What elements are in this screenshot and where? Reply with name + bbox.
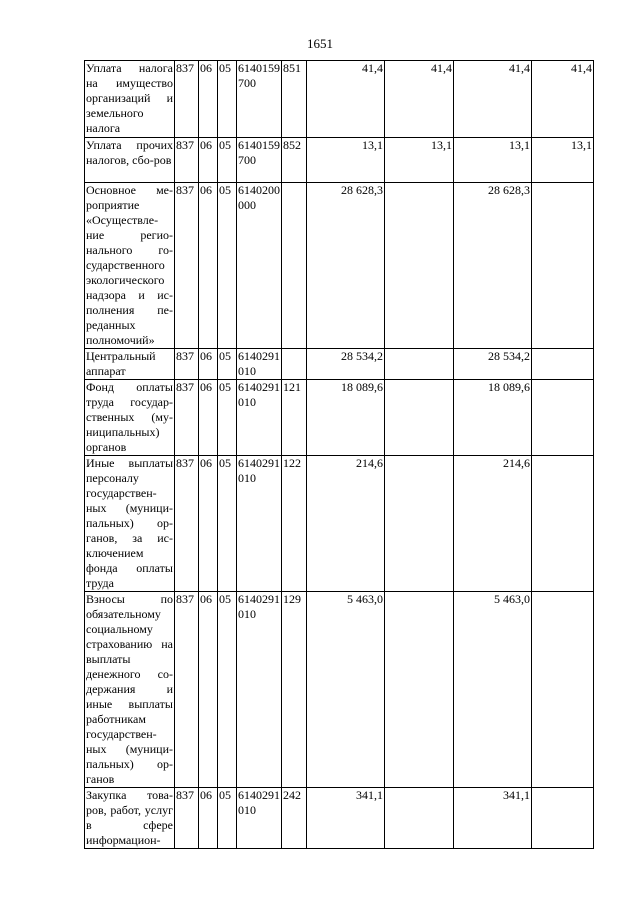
section-code-cell: 06 [199, 349, 218, 380]
amount-cell-2: 13,1 [385, 138, 454, 183]
amount-cell-1: 28 534,2 [307, 349, 385, 380]
expense-type-cell [282, 183, 307, 349]
expense-type-cell: 851 [282, 61, 307, 138]
amount-cell-3: 13,1 [454, 138, 532, 183]
amount-cell-2 [385, 456, 454, 592]
table-row [85, 183, 594, 349]
amount-cell-2 [385, 788, 454, 849]
row-name-cell: Фонд оплаты труда государ-ственных (му-ниципальных) органов [86, 380, 173, 454]
subsection-code-cell: 05 [218, 61, 237, 138]
subsection-code-cell: 05 [218, 183, 237, 349]
section-code-cell: 06 [199, 788, 218, 849]
row-name-cell: Взносы по обязательному социальному страхованию на выплаты денежного со-держания и иные выплаты работникам государствен-ных (муници-пальных) ор-ганов [86, 592, 173, 786]
section-code-cell: 06 [199, 380, 218, 456]
amount-cell-3: 41,4 [454, 61, 532, 138]
target-article-cell: 6140291010 [237, 456, 282, 592]
budget-table-body [85, 61, 594, 849]
expense-type-cell [282, 349, 307, 380]
row-name-cell: Иные выплаты персоналу государствен-ных (муници-пальных) ор-ганов, за ис-ключением фонда оплаты труда [86, 456, 173, 590]
table-row [85, 456, 594, 592]
amount-cell-4 [532, 456, 594, 592]
amount-cell-2 [385, 183, 454, 349]
target-article-cell: 6140291010 [238, 349, 280, 378]
subsection-code-cell: 05 [218, 349, 237, 380]
amount-cell-1: 341,1 [307, 788, 385, 849]
section-code-cell: 06 [199, 183, 218, 349]
target-article-cell: 6140291010 [237, 788, 282, 849]
ministry-code-cell: 837 [175, 788, 199, 849]
row-name-cell: Центральный аппарат [85, 349, 175, 380]
expense-type-cell: 129 [282, 592, 307, 788]
target-article-cell: 6140159700 [237, 138, 282, 183]
amount-cell-4: 41,4 [532, 61, 594, 138]
amount-cell-3: 18 089,6 [454, 380, 532, 456]
amount-cell-3: 341,1 [454, 788, 532, 849]
budget-table [84, 60, 594, 849]
expense-type-cell: 852 [282, 138, 307, 183]
row-name-cell: Основное ме-роприятие «Осуществле-ние регио-нального го-сударственного экологического надзора и ис-полнения пе-реданных полномочий» [86, 183, 173, 347]
section-code-cell: 06 [199, 456, 218, 592]
subsection-code-cell: 05 [218, 456, 237, 592]
amount-cell-3: 28 534,2 [454, 349, 532, 380]
ministry-code-cell: 837 [175, 456, 199, 592]
amount-cell-1: 13,1 [307, 138, 385, 183]
amount-cell-2: 41,4 [385, 61, 454, 138]
subsection-code-cell: 05 [218, 380, 237, 456]
table-row [85, 592, 594, 788]
row-name-cell: Закупка това-ров, работ, услуг в сфере информацион- [86, 788, 173, 847]
amount-cell-4 [532, 183, 594, 349]
target-article-cell: 6140159700 [237, 61, 282, 138]
amount-cell-4 [532, 592, 594, 788]
ministry-code-cell: 837 [175, 183, 199, 349]
amount-cell-3: 28 628,3 [454, 183, 532, 349]
amount-cell-1: 5 463,0 [307, 592, 385, 788]
table-row [85, 349, 594, 380]
ministry-code-cell: 837 [175, 61, 199, 138]
expense-type-cell: 122 [282, 456, 307, 592]
section-code-cell: 06 [199, 138, 218, 183]
expense-type-cell: 242 [282, 788, 307, 849]
amount-cell-1: 18 089,6 [307, 380, 385, 456]
amount-cell-3: 214,6 [454, 456, 532, 592]
page-number: 1651 [307, 36, 333, 51]
target-article-cell: 6140291010 [237, 380, 282, 456]
table-row [85, 61, 594, 138]
amount-cell-1: 41,4 [307, 61, 385, 138]
amount-cell-2 [385, 380, 454, 456]
section-code-cell: 06 [199, 61, 218, 138]
amount-cell-4: 13,1 [532, 138, 594, 183]
table-row [85, 138, 594, 183]
row-name-cell: Уплата прочих налогов, сбо-ров [85, 138, 175, 183]
amount-cell-3: 5 463,0 [454, 592, 532, 788]
amount-cell-1: 28 628,3 [307, 183, 385, 349]
subsection-code-cell: 05 [218, 788, 237, 849]
amount-cell-1: 214,6 [307, 456, 385, 592]
amount-cell-2 [385, 349, 454, 380]
expense-type-cell: 121 [282, 380, 307, 456]
target-article-cell: 6140291010 [237, 592, 282, 788]
ministry-code-cell: 837 [175, 349, 199, 380]
ministry-code-cell: 837 [175, 380, 199, 456]
amount-cell-2 [385, 592, 454, 788]
amount-cell-4 [532, 349, 594, 380]
amount-cell-4 [532, 788, 594, 849]
section-code-cell: 06 [199, 592, 218, 788]
subsection-code-cell: 05 [218, 138, 237, 183]
ministry-code-cell: 837 [175, 138, 199, 183]
ministry-code-cell: 837 [175, 592, 199, 788]
amount-cell-4 [532, 380, 594, 456]
target-article-cell: 6140200000 [237, 183, 282, 349]
subsection-code-cell: 05 [218, 592, 237, 788]
table-row [85, 788, 594, 849]
row-name-cell: Уплата налога на имущество организаций и земельного налога [85, 61, 175, 138]
table-row [85, 380, 594, 456]
